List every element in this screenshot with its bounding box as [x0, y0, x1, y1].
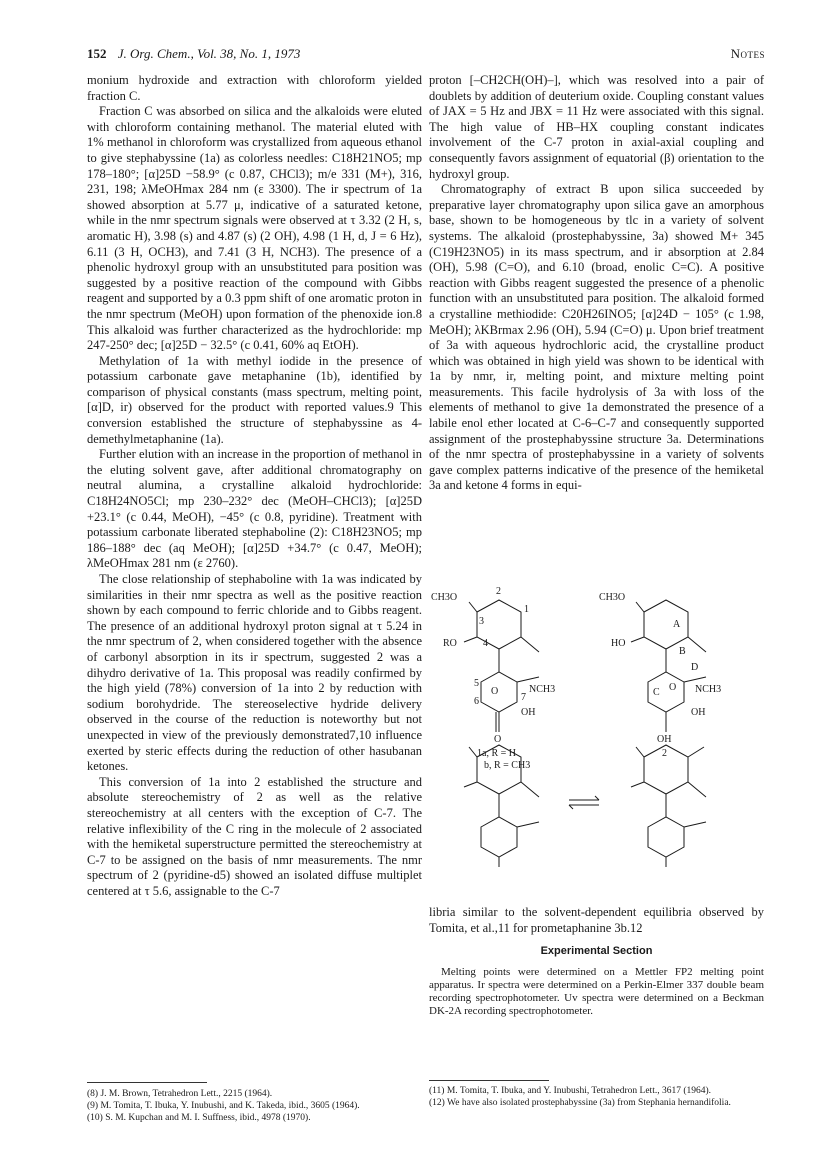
experimental-heading: Experimental Section: [540, 945, 653, 958]
left-column: [87, 73, 422, 899]
paragraph: This conversion of 1a into 2 established the structure and absolute stereochemistry of 2 as well as the relative stereochemistry at all centers with the exception of C-7. The relative inflexibility of the C ring in the molecule of 2 associated with the hemiketal superstructure permitted the stereochemistry at C-7 to be assigned on the basis of nmr measurements. The nmr spectrum of 2 (pyridine-d5) showed an isolated diffuse multiplet centered at τ 5.6, assignable to the C-7: [87, 774, 422, 898]
paragraph: libria similar to the solvent-dependent equilibria observed by Tomita, et al.,11 for prometaphanine 3b.12: [429, 905, 764, 935]
ring-label: D: [691, 662, 699, 673]
label-oh: OH: [657, 734, 672, 745]
ring-label: A: [673, 619, 681, 630]
label-oh: OH: [691, 707, 706, 718]
label-oh: OH: [521, 707, 536, 718]
paragraph: monium hydroxide and extraction with chloroform yielded fraction C.: [87, 73, 422, 103]
paragraph: Further elution with an increase in the proportion of methanol in the eluting solvent gave, after additional chromatography on neutral alumina, a crystalline alkaloid hydrochloride: C18H24NO5Cl; mp 230–232° dec (MeOH–CHCl3); [α]25D +23.1° (c 0.44, MeOH), −45° (c 0.8, pyridine). Treatment with potassium carbonate liberated stephaboline (2): C18H23NO5; mp 186–188° dec (aq MeOH); [α]25D +34.7° (c 0.47, MeOH); λMeOHmax 281 nm (ε 2760).: [87, 447, 422, 571]
compound-label: 2: [662, 748, 667, 759]
label-o: O: [491, 686, 499, 697]
footnote: (12) We have also isolated prostephabyssine (3a) from Stephania hernandifolia.: [429, 1098, 731, 1108]
footnote: (11) M. Tomita, T. Ibuka, and Y. Inubushi, Tetrahedron Lett., 3617 (1964).: [429, 1086, 712, 1096]
structures-figure: [429, 582, 764, 882]
label-och3: CH3O: [431, 592, 458, 603]
atom-number: 3: [479, 616, 484, 627]
atom-number: 2: [496, 586, 501, 597]
label-o: O: [494, 734, 502, 745]
atom-number: 1: [524, 604, 529, 615]
lower-right-text: [429, 905, 764, 1018]
compound-label: 1a, R = H: [477, 748, 516, 759]
footnote: (8) J. M. Brown, Tetrahedron Lett., 2215 (1964).: [87, 1089, 273, 1099]
label-o: O: [669, 682, 677, 693]
footnote: (10) S. M. Kupchan and M. I. Suffness, ibid., 4978 (1970).: [87, 1113, 311, 1123]
section-name: Notes: [730, 46, 765, 61]
label-ho: HO: [611, 638, 626, 649]
chemical-structures: [429, 582, 764, 882]
paragraph: The close relationship of stephaboline with 1a was indicated by similarities in their nmr spectra as well as the positive reaction shown by each compound to ferric chloride and to Gibbs reagent. The presence of an additional hydroxyl proton signal at τ 5.24 in the nmr spectrum of 2, when considered together with the absence of carbonyl absorption in its ir spectrum, suggested 2 was a dihydro derivative of 1a. This proposal was readily confirmed by the high yield (78%) conversion of 1a into 2 by reduction with sodium borohydride. The stereoselective hydride delivery observed in the course of the reduction is noteworthy but not unexpected in view of the previously demonstrated7,10 influence exerted by steric effects during the reduction of other hasubanan ketones.: [87, 572, 422, 774]
label-nch3: NCH3: [529, 684, 556, 695]
ring-label: B: [679, 646, 686, 657]
experimental-paragraph: Melting points were determined on a Mettler FP2 melting point apparatus. Ir spectra were determined on a Perkin-Elmer 337 double beam recording spectrophotometer. Uv spectra were determined on a Beckman DK-2A recording spectrophotometer.: [429, 965, 764, 1017]
right-column: [429, 73, 764, 494]
label-nch3: NCH3: [695, 684, 722, 695]
compound-label: b, R = CH3: [484, 760, 531, 771]
page-header: [87, 46, 765, 64]
atom-number: 5: [474, 678, 479, 689]
atom-number: 7: [521, 692, 526, 703]
footnote-rule: [429, 1080, 549, 1081]
label-ro: RO: [443, 638, 457, 649]
footnote: (9) M. Tomita, T. Ibuka, Y. Inubushi, and K. Takeda, ibid., 3605 (1964).: [87, 1101, 360, 1111]
paragraph: Methylation of 1a with methyl iodide in the presence of potassium carbonate gave metaphanine (1b), identified by comparison of physical constants (mass spectrum, melting point, [α]D, ir) observed for the product with reported values.9 This conversion established the structure of stephabyssine as 4-demethylmetaphanine (1a).: [87, 353, 422, 446]
paragraph: Fraction C was absorbed on silica and the alkaloids were eluted with chloroform containing methanol. The material eluted with 1% methanol in chloroform was crystallized from aqueous ethanol to give stephabyssine (1a) as colorless needles: C18H21NO5; mp 178–180°; [α]25D −58.9° (c 0.87, CHCl3); m/e 331 (M+), 316, 231, 198; λMeOHmax 284 nm (ε 3300). The ir spectrum of 1a showed absorption at 5.77 μ, indicative of a saturated ketone, while in the nmr spectrum signals were observed at τ 3.32 (2 H, s, aromatic H), 3.98 (s) and 4.87 (s) (2 OH), 4.98 (1 H, d, J = 6 Hz), 6.11 (3 H, OCH3), and 7.41 (3 H, NCH3). The presence of a phenolic hydroxyl group with an unsubstituted para position was suggested by a positive reaction of the compound with Gibbs reagent and supported by a 0.3 ppm shift of one aromatic proton in the nmr spectrum (MeOH) upon formation of the phenoxide ion.8 This alkaloid was further characterized as the hydrochloride: mp 247-250° dec; [α]25D − 32.5° (c 0.41, 60% aq EtOH).: [87, 104, 422, 353]
page-number: 152: [87, 46, 107, 61]
footnotes-left: [87, 1082, 422, 1124]
footnotes-right: [429, 1080, 764, 1109]
label-och3: CH3O: [599, 592, 626, 603]
paragraph: Chromatography of extract B upon silica succeeded by preparative layer chromatography upon silica gave an amorphous base, shown to be homogeneous by tlc in a variety of solvent systems. The alkaloid (prostephabyssine, 3a) showed M+ 345 (C19H23NO5) in its mass spectrum, and ir absorption at 2.84 (OH), 5.98 (C=O), and 6.10 (broad, enolic C=C). A positive reaction with Gibbs reagent suggested the presence of a phenolic function with an unsubstituted para position. The alkaloid formed a crystalline methiodide: C20H26INO5; [α]24D − 105° (c 1.98, MeOH); λKBrmax 2.96 (OH), 5.94 (C=O) μ. Upon brief treatment of 3a with aqueous hydrochloric acid, the crystalline product which was obtained in high yield was shown to be identical with 1a by nmr, ir, melting point, and mixture melting point measurements. This facile hydrolysis of 3a with loss of the elements of methanol to give 1a demonstrated the presence of a labile enol ether located at C-6–C-7 and consequently supported assignment of the prostephabyssine structure 3a. Determinations of the nmr spectra of prostephabyssine in a variety of solvents gave complex patterns indicative of the presence of the hemiketal 3a and ketone 4 forms in equi-: [429, 182, 764, 493]
paragraph: proton [–CH2CH(OH)–], which was resolved into a pair of doublets by addition of deuterium oxide. Coupling constant values of JAX = 5 Hz and JBX = 11 Hz were associated with this signal. The high value of HB–HX coupling constant indicates involvement of the C-7 proton in axial-axial coupling and consequently favors assignment of equatorial (β) orientation to the hydroxyl group.: [429, 73, 764, 181]
journal-citation: J. Org. Chem., Vol. 38, No. 1, 1973: [117, 46, 301, 61]
ring-label: C: [653, 687, 660, 698]
footnote-rule: [87, 1082, 207, 1083]
atom-number: 6: [474, 696, 479, 707]
atom-number: 4: [483, 638, 488, 649]
